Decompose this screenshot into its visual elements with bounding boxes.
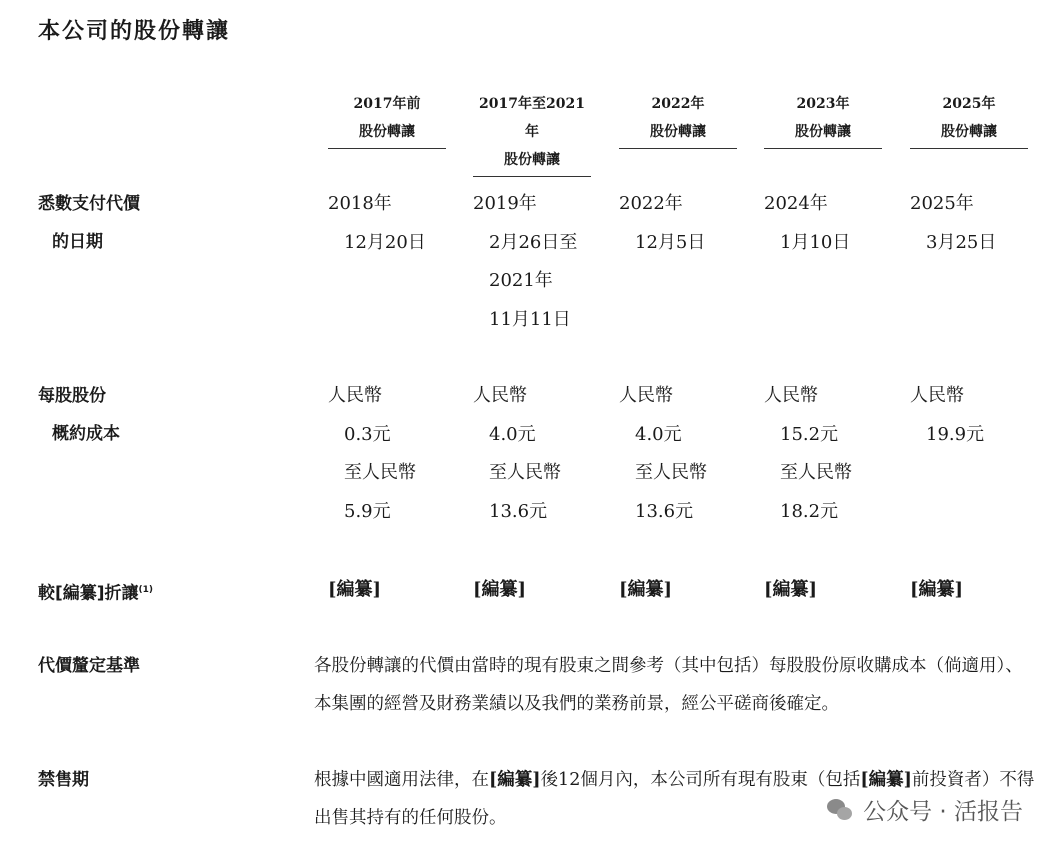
- cell-line: 至人民幣: [635, 462, 707, 483]
- basis-paragraph: 各股份轉讓的代價由當時的現有股東之間參考（其中包括）每股股份原收購成本（倘適用）、本集團的經營及財務業績以及我們的業務前景，經公平磋商後確定。: [314, 656, 1023, 714]
- cell-line: 5.9元: [344, 500, 391, 522]
- row-label-line: 每股股份: [38, 386, 106, 406]
- redacted-text: [編纂]: [489, 770, 541, 790]
- lockup-text: 前投資者）不得出售其持有的任何股份。: [314, 770, 1035, 828]
- column-header-label: 股份轉讓: [795, 124, 851, 140]
- cell-line: 人民幣: [473, 385, 527, 406]
- cell-line: 12月5日: [635, 231, 706, 253]
- date-cell: [910, 185, 996, 262]
- cell-line: 人民幣: [910, 385, 964, 406]
- cell-line: 11月11日: [489, 308, 571, 330]
- cell-line: 至人民幣: [780, 462, 852, 483]
- column-header-year: 2022年: [651, 96, 705, 112]
- column-header-year: 2025年: [942, 96, 996, 112]
- redacted-text: [編纂]: [860, 770, 912, 790]
- row-label-line: 的日期: [52, 232, 103, 252]
- cost-cell: [328, 377, 416, 531]
- cost-cell: [764, 377, 852, 531]
- column-header: [328, 90, 446, 149]
- row-label-line: 較[編纂]折讓: [38, 583, 139, 604]
- discount-cell: [編纂]: [764, 579, 818, 600]
- column-header-year: 2017年前: [353, 96, 421, 112]
- date-cell: [473, 185, 577, 339]
- cell-line: 2019年: [473, 193, 537, 214]
- column-header-label: 股份轉讓: [941, 124, 997, 140]
- cell-line: 4.0元: [489, 423, 536, 445]
- row-label-line: 概約成本: [52, 424, 120, 444]
- cell-line: 人民幣: [764, 385, 818, 406]
- discount-cell: [編纂]: [473, 579, 527, 600]
- cell-line: 2021年: [489, 270, 553, 291]
- row-label-cost-per-share: [38, 377, 120, 453]
- wechat-icon: [827, 799, 853, 821]
- column-header: [619, 90, 737, 149]
- cell-line: 2022年: [619, 193, 683, 214]
- cell-line: 至人民幣: [489, 462, 561, 483]
- cell-line: 2024年: [764, 193, 828, 214]
- cost-cell: [473, 377, 561, 531]
- cell-line: 1月10日: [780, 231, 851, 253]
- cell-line: 13.6元: [489, 500, 548, 522]
- cell-line: 至人民幣: [344, 462, 416, 483]
- date-cell: [764, 185, 850, 262]
- cell-line: 19.9元: [926, 423, 985, 445]
- column-header-label: 股份轉讓: [359, 124, 415, 140]
- discount-cell: [編纂]: [619, 579, 673, 600]
- row-label-line: 悉數支付代價: [38, 194, 140, 214]
- discount-cell: [編纂]: [910, 579, 964, 600]
- column-header-year: 2023年: [796, 96, 850, 112]
- cost-cell: [910, 377, 984, 454]
- cell-line: 4.0元: [635, 423, 682, 445]
- cell-line: 0.3元: [344, 423, 391, 445]
- column-header-label: 股份轉讓: [650, 124, 706, 140]
- date-cell: [619, 185, 705, 262]
- row-label-settlement-date: [38, 185, 140, 261]
- column-header-label: 股份轉讓: [504, 152, 560, 168]
- cell-line: 13.6元: [635, 500, 694, 522]
- cell-line: 2018年: [328, 193, 392, 214]
- column-header: [473, 90, 591, 177]
- page-title: 本公司的股份轉讓: [38, 19, 231, 44]
- cell-line: 人民幣: [619, 385, 673, 406]
- row-label-lockup: 禁售期: [38, 770, 89, 790]
- cell-line: 2月26日至: [489, 231, 578, 253]
- cell-line: 3月25日: [926, 231, 997, 253]
- cell-line: 12月20日: [344, 231, 426, 253]
- lockup-text: 後12個月內，本公司所有現有股東（包括: [540, 770, 861, 790]
- cell-line: 15.2元: [780, 423, 839, 445]
- row-label-basis: 代價釐定基準: [38, 656, 140, 676]
- cell-line: 18.2元: [780, 500, 839, 522]
- watermark: [827, 793, 1023, 826]
- watermark-text: 公众号 · 活报告: [863, 799, 1023, 825]
- cost-cell: [619, 377, 707, 531]
- lockup-text: 根據中國適用法律，在: [314, 770, 489, 790]
- row-label-discount: [38, 571, 153, 613]
- discount-cell: [編纂]: [328, 579, 382, 600]
- cell-line: 2025年: [910, 193, 974, 214]
- column-header: [910, 90, 1028, 149]
- column-header-year: 2017年至2021年: [479, 96, 585, 140]
- footnote-marker: (1): [138, 585, 154, 595]
- column-header: [764, 90, 882, 149]
- cell-line: 人民幣: [328, 385, 382, 406]
- date-cell: [328, 185, 426, 262]
